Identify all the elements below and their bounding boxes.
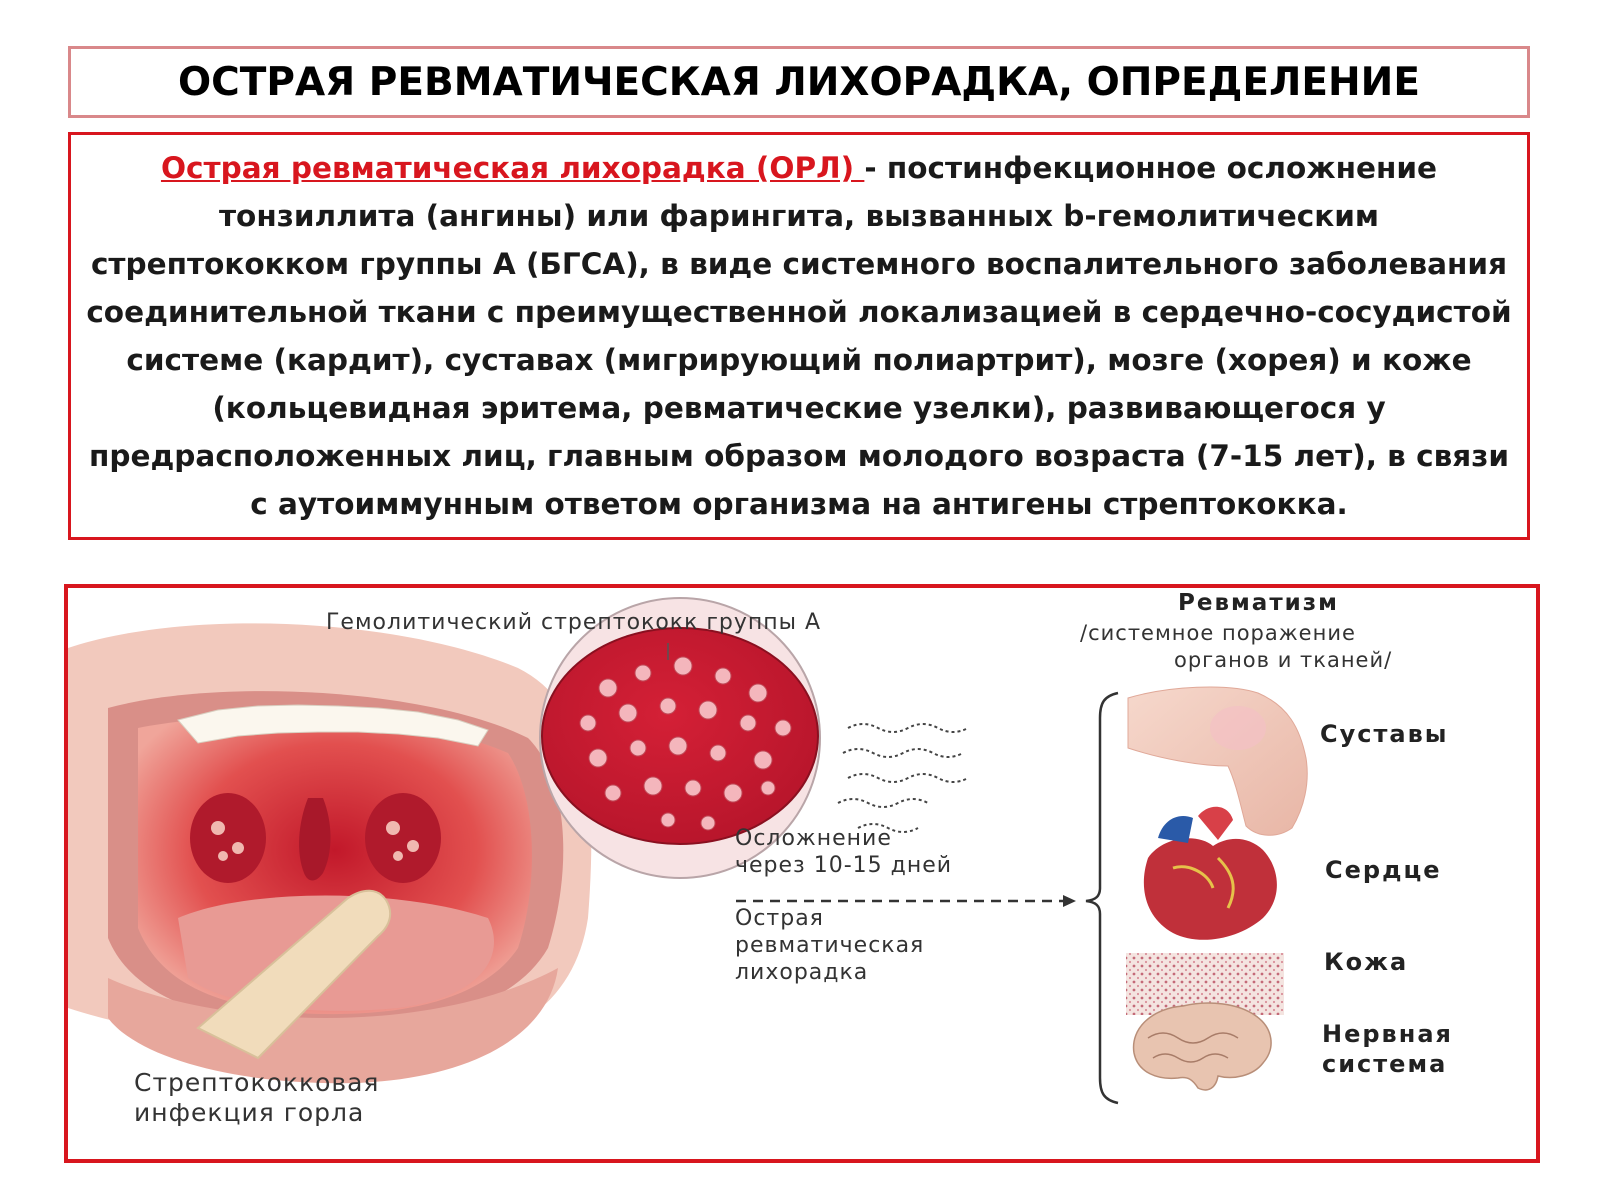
arf-line3: лихорадка [735,960,869,985]
streptococcus-label: Гемолитический стрептококк группы А [326,610,822,635]
organ-skin: Кожа [1324,948,1409,976]
throat-label-line1: Стрептококковая [134,1068,380,1097]
definition-body: - постинфекционное осложнение тонзиллита (ангины) или фарингита, вызванных b-гемолитическим стрептококком группы А (БГСА), в виде системного воспалительного заболевания соединительной ткани с преимущественной локализацией в сердечно-сосудистой системе (кардит), суставах (мигрирующий полиартрит), мозге (хорея) и коже (кольцевидная эритема, ревматические узелки), развивающегося у предрасположенных лиц, главным образом молодого возраста (7-15 лет), в связи с аутоиммунным ответом организма на антигены стрептококка. [86,151,1512,521]
bacteria-chains [838,724,968,832]
throat-illustration [68,623,591,1083]
illustration-box [64,584,1540,1163]
rheumatism-sub2: органов и тканей/ [1174,648,1393,672]
definition-term: Острая ревматическая лихорадка (ОРЛ) [160,151,865,185]
rheumatism-title: Ревматизм [1178,590,1339,616]
organ-nervous-line2: система [1322,1050,1448,1078]
complication-line1: Осложнение [735,826,892,851]
organ-nervous-line1: Нервная [1322,1020,1453,1048]
arf-line1: Острая [735,906,824,931]
throat-label-line2: инфекция горла [134,1098,365,1127]
bracket [1086,693,1118,1103]
complication-line2: через 10-15 дней [735,853,953,878]
organ-heart: Сердце [1325,856,1442,884]
rheumatism-sub1: /системное поражение [1080,621,1356,645]
page-title: ОСТРАЯ РЕВМАТИЧЕСКАЯ ЛИХОРАДКА, ОПРЕДЕЛЕНИЕ [178,59,1420,105]
definition-box [68,132,1530,540]
definition-text [85,144,1513,528]
brain-illustration [1134,1003,1272,1090]
arf-line2: ревматическая [735,933,925,958]
organ-joints: Суставы [1320,720,1449,748]
title-box [68,46,1530,118]
